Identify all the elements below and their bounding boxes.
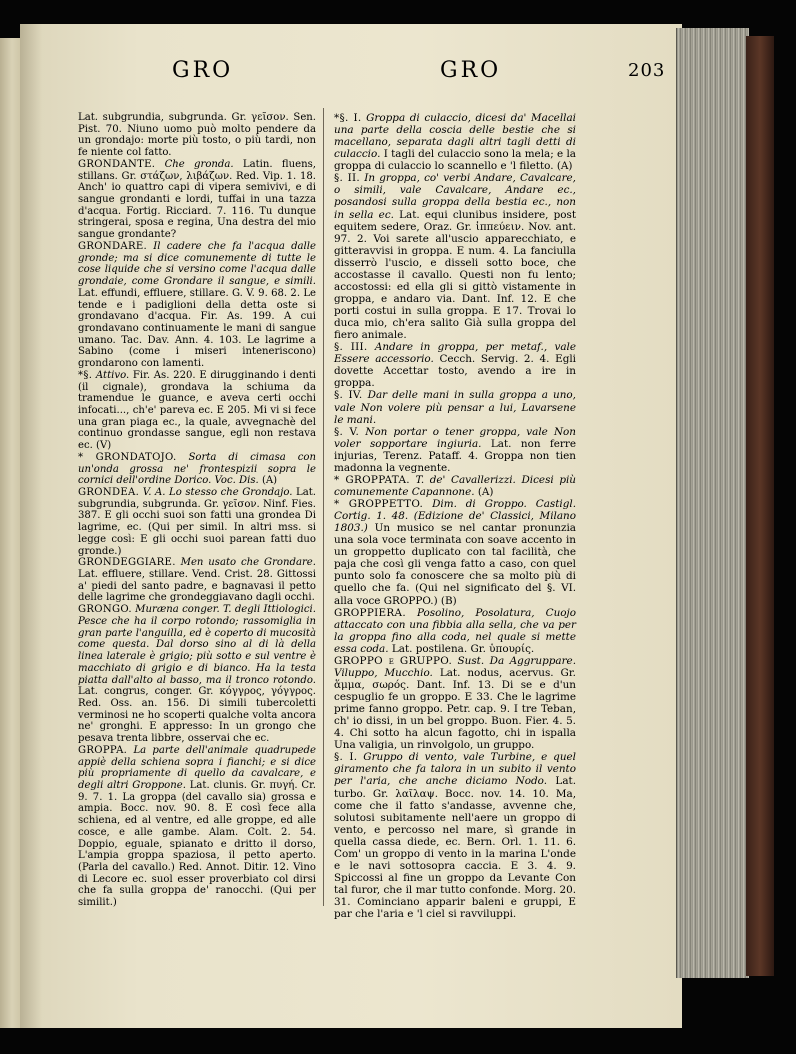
entry-text: Lat. turbo. Gr. λαῖλαψ. Bocc. nov. 14. 10. Ma, come che il fatto s'andasse, avvenne che, solutosi subitamente nell'aere un groppo di vento, e percosso nel mare, sì grande in quella cassa diede, ec. Bern. Orl. 1. 11. 6. Com' un groppo di vento in la marina L'onde e le navi sottosopra caccia. E 3. 4. 9. Spiccossi al fine un groppo da Levante Con tal furor, che il mar tutto confonde. Morg. 20. 31. Cominciano apparir baleni e gruppi, E par che l'aria e 'l ciel si ravviluppi. xyxy=(334,775,576,921)
entry-def: Andare in groppa, per metaf., vale Essere accessorio. xyxy=(334,341,576,366)
entry-head: *§. I. xyxy=(334,112,362,124)
entry-head: * GROPPATA. xyxy=(334,473,410,486)
entry-head: GRONDEA. xyxy=(78,487,140,498)
dictionary-entry xyxy=(78,452,316,487)
entry-def: Muræna conger. T. degli Ittiologici. Pesce che ha il corpo rotondo; rassomiglia in gran parte l'anguilla, ed è coperto di mucosità come questa. Dal dorso sino al di là della linea laterale è grigio; più sotto e sul ventre è macchiato di grigio e di bianco. Ha la testa piatta dall'alto al basso, ma il tronco rotondo. xyxy=(78,604,316,686)
entry-def: La parte dell'animale quadrupede appiè della schiena sopra i fianchi; e si dice più propriamente di quello da cavalcare, e degli altri Groppone. xyxy=(78,744,316,791)
book-cover xyxy=(746,36,774,976)
entry-def: Dim. di Groppo. Castigl. Cortig. 1. 48. (Edizione de' Classici, Milano 1803.) xyxy=(334,498,576,535)
left-column xyxy=(78,112,316,909)
entry-text: Fir. As. 220. E dirugginando i denti (il cignale), grondava la schiuma da tramendue le guance, e aveva certi occhi infocati..., ch'e' pareva ec. E 205. Mi vi si fece una gran piaga ec., la quale, avvegnachè del continuo grondasse sangue, egli non restava ec. (V) xyxy=(78,369,316,452)
dictionary-entry xyxy=(334,341,576,389)
entry-text: Lat. subgrundia, subgrunda. Gr. γεῖσον. Ninf. Fies. 387. E gli occhi suoi son fatti una grondea Di lagrime, ec. (Qui per simil. In altri mss. si legge così: E gli occhi suoi parean fatti duo gronde.) xyxy=(78,487,316,557)
entry-def: V. A. Lo stesso che Grondajo. xyxy=(142,487,293,498)
dictionary-entry xyxy=(334,655,576,752)
entry-head: GRONGO. xyxy=(78,604,132,616)
entry-text: Lat. nodus, acervus. Gr. ἅμμα, σωρός. Dant. Inf. 13. Di se e d'un cespuglio fe un groppo. E 33. Che le lagrime prime fanno groppo. Petr. cap. 9. I tre Teban, ch' io dissi, in un bel groppo. Buon. Fier. 4. 5. 4. Chi sotto ha alcun fagotto, chi in ispalla Una valigia, un rinvolgolo, un gruppo. xyxy=(334,666,576,752)
entry-text: Lat. clunis. Gr. πυγή. Cr. 9. 7. 1. La groppa (del cavallo sia) grossa e ampia. Bocc. nov. 90. 8. E così fece alla schiena, ed al ventre, ed alle groppe, ed alle cosce, e alle gambe. Alam. Colt. 2. 54. Doppio, eguale, spianato e dritto il dorso, L'ampia groppa spaziosa, il petto aperto. (Parla del cavallo.) Red. Annot. Ditir. 12. Vino di Lecore ec. suol esser proverbiato col dirsi che fa sulla groppa de' ranocchi. (Qui per similit.) xyxy=(78,779,316,909)
entry-text: Latin. fluens, stillans. Gr. στάζων, λιβάζων. Red. Vip. 1. 18. Anch' io quattro capi di vipera semivivi, e di sangue grondanti e lordi, tuffai in una tazza d'acqua. Fortig. Ricciard. 7. 116. Tu dunque stringerai, sposa e regina, Una destra del mio sangue grondante? xyxy=(78,158,316,241)
running-head-left: GRO xyxy=(172,58,234,83)
entry-def: Non portar o tener groppa, vale Non voler sopportare ingiuria. xyxy=(334,425,576,450)
dictionary-entry xyxy=(78,745,316,909)
entry-head: GROPPIERA. xyxy=(334,606,406,619)
dictionary-entry xyxy=(78,604,316,745)
entry-head: GRONDEGGIARE. xyxy=(78,557,176,569)
entry-text: Lat. equi clunibus insidere, post equitem sedere, Oraz. Gr. ἱππεύειν. Nov. ant. 97. 2. Voi sarete all'uscio apparecchiato, e gitteravvisi in groppa. E num. 4. La fanciulla disserrò l'uscio, e disseli sotto boce, che accostasse il cavallo. Questi non fu lento; accostossi: ed ella gli si gittò vistamente in groppa, e andaro via. Dant. Inf. 12. E che porti costui in sulla groppa. E 17. Trovai lo duca mio, ch'era salito Già sulla groppa del fiero animale. xyxy=(334,208,577,342)
entry-text: I tagli del culaccio sono la mela; e la groppa di culaccio lo scannello e 'l filetto. (A) xyxy=(334,148,576,173)
entry-head: GRONDANTE. xyxy=(78,158,156,170)
dictionary-entry xyxy=(78,112,316,159)
page-edges xyxy=(676,28,749,978)
entry-text: Lat. effundi, effluere, stillare. G. V. 9. 68. 2. Le tende e i padiglioni della detta oste si grondavano d'acqua. Fir. As. 199. A cui grondavano continuamente le mani di sangue umano. Tac. Dav. Ann. 4. 103. Le lagrime a Sabino (come i miseri inteneriscono) grondarono con lamenti. xyxy=(78,287,316,370)
entry-text: Lat. subgrundia, subgrunda. Gr. γεῖσον. Sen. Pist. 70. Niuno uomo può molto pendere da un grondajo: morte più tosto, o più tardi, non fe niente col fatto. xyxy=(78,112,316,159)
entry-text: (A) xyxy=(261,475,278,487)
dictionary-entry xyxy=(334,607,576,655)
entry-text: Lat. congrus, conger. Gr. κόγγρος, γόγγρος. Red. Oss. an. 156. Di simili tubercoletti verminosi ne ho scoperti qualche volta ancora ne' gronghi. E appresso: In un grongo che pesava trenta libbre, osservai che ec. xyxy=(78,686,316,745)
entry-def: Attivo. xyxy=(95,369,130,381)
entry-def: Gruppo di vento, vale Turbine, e quel giramento che fa talora in un subito il vento per l'aria, che anche diciamo Nodo. xyxy=(334,751,576,788)
entry-head: GROPPA. xyxy=(78,744,128,756)
entry-head: §. I. xyxy=(334,751,358,764)
entry-text: Un musico se nel cantar pronunzia una sola voce terminata con soave accento in un groppetto duplicato con tal facilità, che paja che così gli venga fatto a caso, con quel punto solo fa conoscere che sa molto più di quello che fa. (Qui nel significato del §. VI. alla voce GROPPO.) (B) xyxy=(334,522,576,607)
entry-head: GROPPO e GRUPPO. xyxy=(334,654,453,667)
dictionary-entry xyxy=(78,557,316,604)
entry-def: Che gronda. xyxy=(164,158,234,170)
entry-def: Sust. Da Aggruppare. Viluppo, Mucchio. xyxy=(334,654,576,679)
column-divider xyxy=(323,108,324,906)
entry-head: GRONDARE. xyxy=(78,240,148,252)
dictionary-entry xyxy=(78,370,316,452)
entry-def: Men usato che Grondare. xyxy=(180,557,316,569)
entry-head: * GRONDATOJO. xyxy=(78,451,177,463)
dictionary-entry xyxy=(78,487,316,557)
entry-def: Dar delle mani in sulla groppa a uno, vale Non volere più pensar a lui, Lavarsene le mani. xyxy=(334,389,576,426)
entry-def: In groppa, co' verbi Andare, Cavalcare, o simili, vale Cavalcare, Andare ec., posandosi sulla groppa della bestia ec., non in sella ec. xyxy=(334,172,576,221)
entry-text: Lat. non ferre injurias, Terenz. Pataff. 4. Groppa non tien madonna la vegnente. xyxy=(334,437,576,474)
page-gutter-shadow xyxy=(20,24,42,1028)
entry-def: Groppa di culaccio, dicesi da' Macellai una parte della coscia delle bestie che si macellano, separata dagli altri tagli detti di culaccio. xyxy=(334,112,576,161)
right-column xyxy=(334,112,576,920)
entry-def: Sorta di cimasa con un'onda grossa ne' frontespizii sopra le cornici dell'ordine Dorico. Voc. Dis. xyxy=(78,451,317,487)
facing-page-edge xyxy=(0,38,20,1028)
dictionary-entry xyxy=(334,426,576,474)
dictionary-entry xyxy=(334,474,576,498)
running-head-right: GRO xyxy=(440,58,502,83)
entry-head: * GROPPETTO. xyxy=(334,498,424,510)
entry-text: Lat. postilena. Gr. ὑπουρίς. xyxy=(391,642,535,655)
page-number: 203 xyxy=(628,60,666,81)
entry-head: §. V. xyxy=(334,425,360,438)
entry-head: §. II. xyxy=(334,172,361,185)
dictionary-entry xyxy=(334,498,576,607)
entry-head: *§. xyxy=(78,369,93,381)
entry-head: §. IV. xyxy=(334,389,363,402)
dictionary-entry xyxy=(334,751,576,920)
dictionary-entry xyxy=(78,241,316,370)
entry-text: Cecch. Servig. 2. 4. Egli dovette Accettar tosto, avendo a ire in groppa. xyxy=(334,353,576,390)
dictionary-entry xyxy=(334,112,576,172)
dictionary-entry xyxy=(78,159,316,241)
entry-def: Il cadere che fa l'acqua dalle gronde; ma si dice comunemente di tutte le cose liquide che si versino come l'acqua dalle grondaie, come Grondare il sangue, e simili. xyxy=(78,240,316,288)
dictionary-entry xyxy=(334,389,576,425)
entry-text: Lat. effluere, stillare. Vend. Crist. 28. Gittossi a' piedi del santo padre, e bagnavasi il petto delle lagrime che grondeggiavano dagli occhi. xyxy=(78,569,316,604)
entry-def: T. de' Cavallerizzi. Dicesi più comunemente Capannone. xyxy=(334,473,576,498)
dictionary-entry xyxy=(334,172,576,341)
entry-text: (A) xyxy=(477,485,494,498)
entry-def: Posolino, Posolatura, Cuojo attaccato con una fibbia alla sella, che va per la groppa fino alla coda, nel quale si mette essa coda. xyxy=(334,606,576,655)
entry-head: §. III. xyxy=(334,341,368,354)
